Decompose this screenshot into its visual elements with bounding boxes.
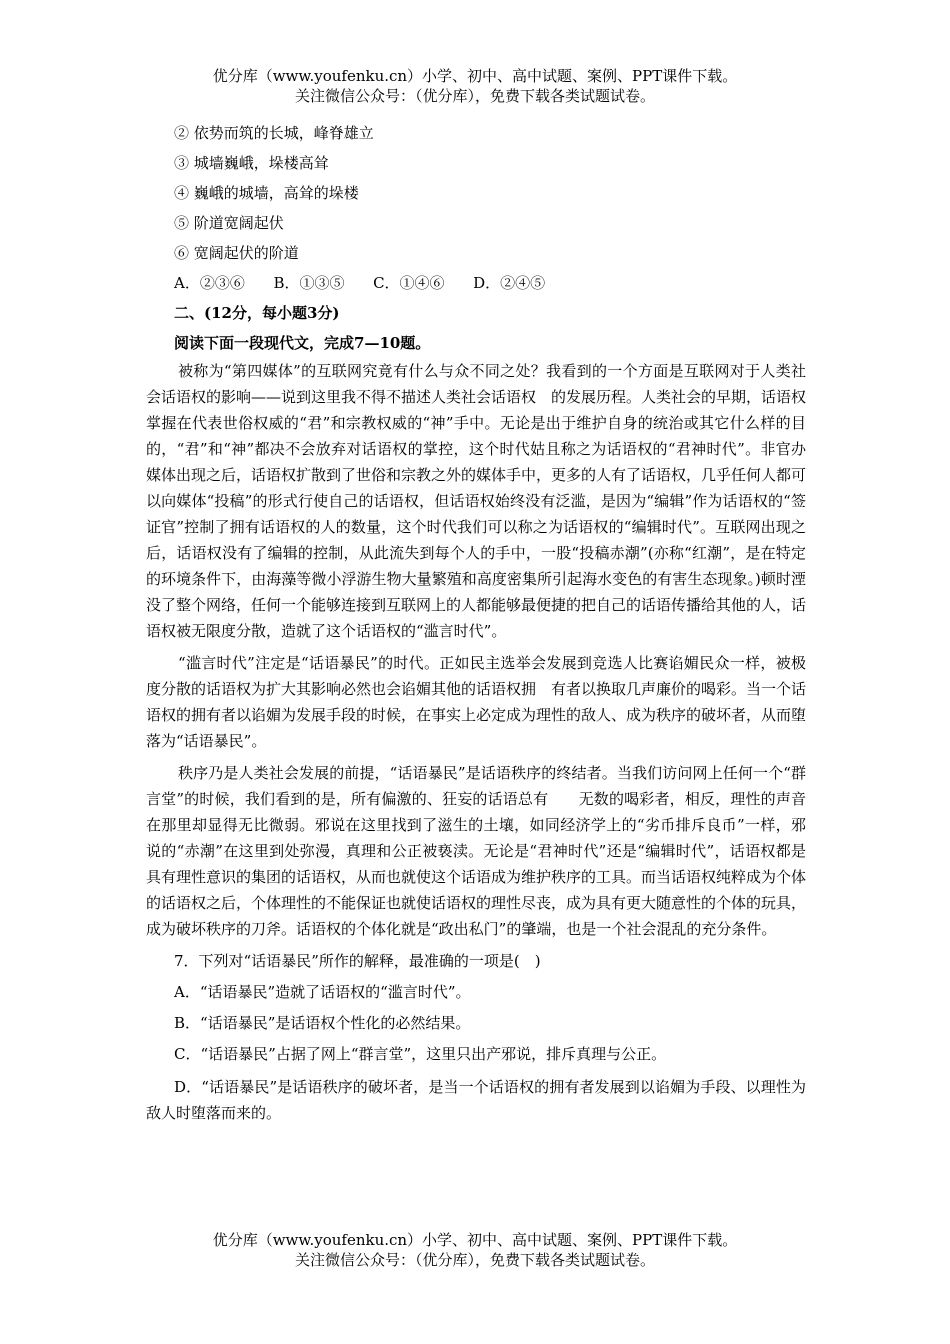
- header-line-2: 关注微信公众号：（优分库），免费下载各类试题试卷。: [294, 87, 655, 105]
- document-body: [146, 118, 806, 1126]
- choice-a: A．“话语暴民”造就了话语权的“滥言时代”。: [174, 983, 471, 1001]
- reading-instruction: 阅读下面一段现代文，完成7—10题。: [174, 334, 431, 352]
- header-line-1: 优分库（www.youfenku.cn）小学、初中、高中试题、案例、PPT课件下载。: [212, 67, 738, 85]
- section-title: 二、(12分，每小题3分): [174, 304, 340, 322]
- page-footer: [0, 1230, 950, 1270]
- page-header: [0, 66, 950, 106]
- option-2: ② 依势而筑的长城，峰脊雄立: [174, 124, 374, 142]
- answer-choices: A．②③⑥ B．①③⑤ C．①④⑥ D．②④⑤: [174, 274, 546, 292]
- option-4: ④ 巍峨的城墙，高耸的垛楼: [174, 184, 359, 202]
- choice-d: D．“话语暴民”是话语秩序的破坏者，是当一个话语权的拥有者发展到以谄媚为手段、以理性为敌人时堕落而来的。: [146, 1078, 806, 1122]
- choice-c: C．“话语暴民”占据了网上“群言堂”，这里只出产邪说，排斥真理与公正。: [174, 1045, 667, 1063]
- question-stem: 7．下列对“话语暴民”所作的解释，最准确的一项是( ): [174, 952, 541, 970]
- option-3: ③ 城墙巍峨，垛楼高耸: [174, 154, 329, 172]
- paragraph-3: 秩序乃是人类社会发展的前提，“话语暴民”是话语秩序的终结者。当我们访问网上任何一个“群言堂”的时候，我们看到的是，所有偏激的、狂妄的话语总有 无数的喝彩者，相反，理性的声音在那里却显得无比微弱。邪说在这里找到了滋生的土壤，如同经济学上的“劣币排斥良币”一样，邪说的“赤潮”在这里到处弥漫，真理和公正被亵渎。无论是“君神时代”还是“编辑时代”，话语权都是具有理性意识的集团的话语权，从而也就使这个话语成为维护秩序的工具。而当话语权纯粹成为个体的话语权之后，个体理性的不能保证也就使话语权的理性尽丧，成为具有更大随意性的个体的玩具，成为破坏秩序的刀斧。话语权的个体化就是“政出私门”的肇端，也是一个社会混乱的充分条件。: [146, 764, 807, 938]
- footer-line-2: 关注微信公众号：（优分库），免费下载各类试题试卷。: [294, 1251, 655, 1269]
- footer-line-1: 优分库（www.youfenku.cn）小学、初中、高中试题、案例、PPT课件下载。: [212, 1231, 738, 1249]
- paragraph-1: 被称为“第四媒体”的互联网究竟有什么与众不同之处？我看到的一个方面是互联网对于人类社会话语权的影响——说到这里我不得不描述人类社会话语权 的发展历程。人类社会的早期，话语权掌握在代表世俗权威的“君”和宗教权威的“神”手中。无论是出于维护自身的统治或其它什么样的目的，“君”和“神”都决不会放弃对话语权的掌控，这个时代姑且称之为话语权的“君神时代”。非官办媒体出现之后，话语权扩散到了世俗和宗教之外的媒体手中，更多的人有了话语权，几乎任何人都可以向媒体“投稿”的形式行使自己的话语权，但话语权始终没有泛滥，是因为“编辑”作为话语权的“签证官”控制了拥有话语权的人的数量，这个时代我们可以称之为话语权的“编辑时代”。互联网出现之后，话语权没有了编辑的控制，从此流失到每个人的手中，一股“投稿赤潮”(亦称“红潮”，是在特定的环境条件下，由海藻等微小浮游生物大量繁殖和高度密集所引起海水变色的有害生态现象。)顿时湮没了整个网络，任何一个能够连接到互联网上的人都能够最便捷的把自己的话语传播给其他的人，话语权被无限度分散，造就了这个话语权的“滥言时代”。: [146, 362, 807, 640]
- option-5: ⑤ 阶道宽阔起伏: [174, 214, 284, 232]
- option-6: ⑥ 宽阔起伏的阶道: [174, 244, 299, 262]
- choice-b: B．“话语暴民”是话语权个性化的必然结果。: [174, 1014, 471, 1032]
- paragraph-2: “滥言时代”注定是“话语暴民”的时代。正如民主选举会发展到竞选人比赛谄媚民众一样，被极度分散的话语权为扩大其影响必然也会谄媚其他的话语权拥 有者以换取几声廉价的喝彩。当一个话语权的拥有者以谄媚为发展手段的时候，在事实上必定成为理性的敌人、成为秩序的破坏者，从而堕落为“话语暴民”。: [146, 654, 807, 750]
